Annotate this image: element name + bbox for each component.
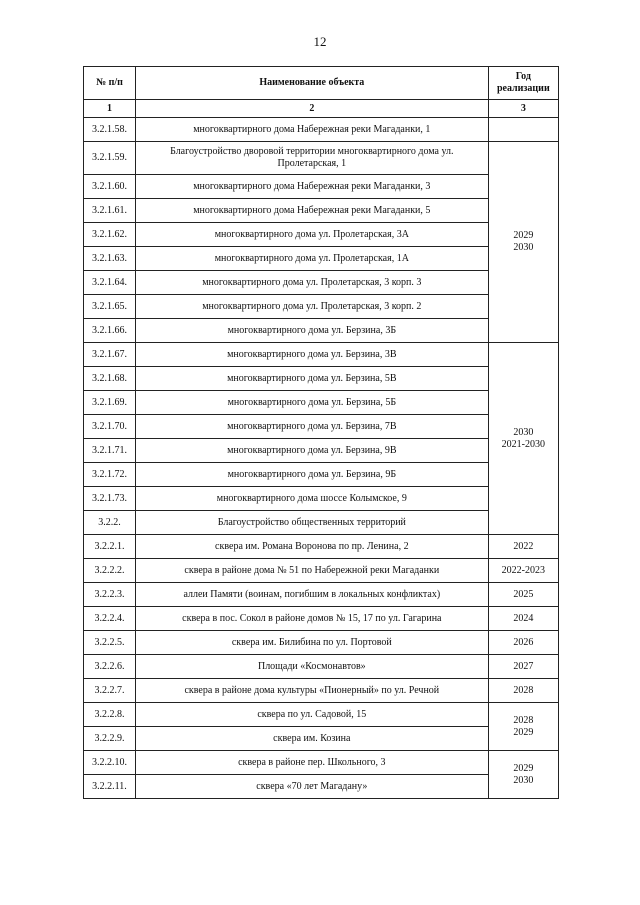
table-row [84,439,559,463]
index-row [84,100,559,118]
row-number: 3.2.2.5. [84,631,136,655]
row-number: 3.2.2.3. [84,583,136,607]
object-name: многоквартирного дома ул. Берзина, 3Б [135,319,488,343]
table-row [84,319,559,343]
object-name: многоквартирного дома ул. Берзина, 5В [135,367,488,391]
row-number: 3.2.1.64. [84,271,136,295]
object-name: многоквартирного дома шоссе Колымское, 9 [135,487,488,511]
row-number: 3.2.1.65. [84,295,136,319]
table-row [84,559,559,583]
year-value: 2021-2030 [501,438,545,450]
object-name: многоквартирного дома ул. Пролетарская, 3 корп. 3 [135,271,488,295]
realization-year [488,583,558,607]
object-name: многоквартирного дома ул. Берзина, 5Б [135,391,488,415]
row-number: 3.2.1.61. [84,199,136,223]
realization-year [488,118,558,142]
object-name: многоквартирного дома Набережная реки Магаданки, 1 [135,118,488,142]
year-value: 2029 [513,762,534,774]
row-number: 3.2.1.69. [84,391,136,415]
table-body [84,118,559,799]
table-row [84,607,559,631]
header-year: Год реализации [488,67,558,100]
table-row [84,775,559,799]
row-number: 3.2.2.10. [84,751,136,775]
objects-table [83,66,559,799]
row-number: 3.2.1.66. [84,319,136,343]
row-number: 3.2.1.60. [84,175,136,199]
realization-year [488,607,558,631]
table-row [84,631,559,655]
page-number: 12 [313,34,327,49]
realization-year [488,343,558,535]
year-value: 2022-2023 [501,564,545,576]
object-name: сквера в пос. Сокол в районе домов № 15, 17 по ул. Гагарина [135,607,488,631]
table-row [84,727,559,751]
table-row [84,199,559,223]
year-value: 2030 [513,242,534,253]
row-number: 3.2.2.1. [84,535,136,559]
realization-year [488,679,558,703]
table-row [84,583,559,607]
object-name: сквера в районе дома культуры «Пионерный» по ул. Речной [135,679,488,703]
table-row [84,367,559,391]
row-number: 3.2.2.4. [84,607,136,631]
table-row [84,223,559,247]
row-number: 3.2.1.72. [84,463,136,487]
row-number: 3.2.2. [84,511,136,535]
row-number: 3.2.1.70. [84,415,136,439]
object-name: Благоустройство общественных территорий [135,511,488,535]
object-name: аллеи Памяти (воинам, погибшим в локальных конфликтах) [135,583,488,607]
table-row [84,247,559,271]
table-row [84,751,559,775]
object-name: сквера «70 лет Магадану» [135,775,488,799]
year-value: 2028 [513,684,534,696]
object-name: сквера в районе дома № 51 по Набережной реки Магаданки [135,559,488,583]
table-row [84,511,559,535]
year-value: 2029 [513,726,534,738]
table-row [84,343,559,367]
year-value: 2030 [513,774,534,786]
object-name: сквера им. Билибина по ул. Портовой [135,631,488,655]
table-row [84,271,559,295]
table-row [84,391,559,415]
realization-year [488,535,558,559]
row-number: 3.2.1.68. [84,367,136,391]
year-value: 2025 [513,588,534,600]
object-name: Благоустройство дворовой территории многоквартирного дома ул. Пролетарская, 1 [135,142,488,175]
object-name: многоквартирного дома ул. Пролетарская, 3А [135,223,488,247]
row-number: 3.2.1.62. [84,223,136,247]
row-number: 3.2.1.59. [84,142,136,175]
realization-year [488,142,558,343]
table-row [84,487,559,511]
row-number: 3.2.2.7. [84,679,136,703]
table-row [84,655,559,679]
object-name: многоквартирного дома ул. Берзина, 9В [135,439,488,463]
object-name: многоквартирного дома Набережная реки Магаданки, 5 [135,199,488,223]
table-row [84,415,559,439]
row-number: 3.2.1.58. [84,118,136,142]
index-cell: 2 [135,100,488,118]
row-number: 3.2.1.67. [84,343,136,367]
row-number: 3.2.1.63. [84,247,136,271]
row-number: 3.2.2.11. [84,775,136,799]
row-number: 3.2.2.6. [84,655,136,679]
object-name: многоквартирного дома Набережная реки Магаданки, 3 [135,175,488,199]
object-name: сквера по ул. Садовой, 15 [135,703,488,727]
table-row [84,295,559,319]
realization-year [488,751,558,799]
table-row [84,175,559,199]
index-cell: 3 [488,100,558,118]
object-name: сквера им. Козина [135,727,488,751]
realization-year [488,631,558,655]
object-name: многоквартирного дома ул. Берзина, 3В [135,343,488,367]
table-row [84,535,559,559]
row-number: 3.2.1.73. [84,487,136,511]
realization-year [488,559,558,583]
object-name: сквера в районе пер. Школьного, 3 [135,751,488,775]
year-value: 2028 [513,714,534,726]
object-name: Площади «Космонавтов» [135,655,488,679]
object-name: многоквартирного дома ул. Берзина, 9Б [135,463,488,487]
row-number: 3.2.2.8. [84,703,136,727]
table-row [84,142,559,175]
table-row [84,118,559,142]
row-number: 3.2.2.2. [84,559,136,583]
row-number: 3.2.2.9. [84,727,136,751]
year-value: 2027 [513,660,534,672]
realization-year [488,655,558,679]
row-number: 3.2.1.71. [84,439,136,463]
object-name: многоквартирного дома ул. Берзина, 7В [135,415,488,439]
table-row [84,679,559,703]
header-row [84,67,559,100]
object-name: многоквартирного дома ул. Пролетарская, 1А [135,247,488,271]
realization-year [488,703,558,751]
object-name: сквера им. Романа Воронова по пр. Ленина, 2 [135,535,488,559]
year-value: 2026 [513,636,534,648]
year-value: 2022 [513,540,534,552]
header-num: № п/п [84,67,136,100]
index-cell: 1 [84,100,136,118]
header-name: Наименование объекта [135,67,488,100]
year-value: 2029 [513,230,534,241]
table-row [84,463,559,487]
table-row [84,703,559,727]
year-value: 2024 [513,612,534,624]
object-name: многоквартирного дома ул. Пролетарская, 3 корп. 2 [135,295,488,319]
year-value: 2030 [513,426,534,438]
